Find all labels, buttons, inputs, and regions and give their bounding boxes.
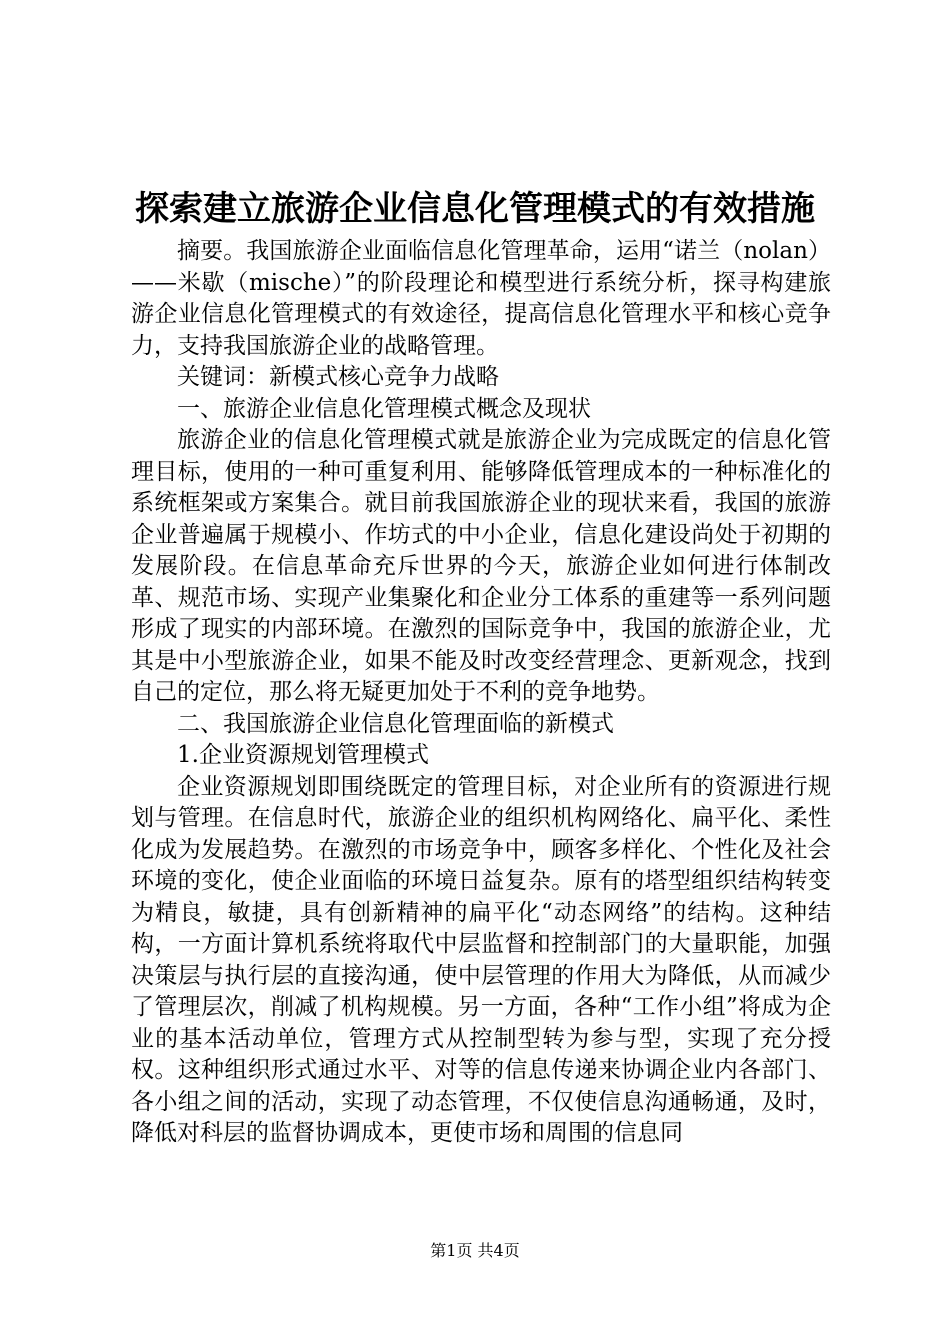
document-title: 探索建立旅游企业信息化管理模式的有效措施 (135, 189, 815, 229)
section-heading-2: 二、我国旅游企业信息化管理面临的新模式 (177, 710, 614, 737)
keywords-paragraph: 关键词：新模式核心竞争力战略 (177, 364, 499, 390)
abstract-paragraph: 摘要。我国旅游企业面临信息化管理革命，运用“诺兰（nolan）——米歇（mische）”的阶段理论和模型进行系统分析，探寻构建旅游企业信息化管理模式的有效途径，提高信息化管理水平和核心竞争力，支持我国旅游企业的战略管理。 (131, 238, 831, 359)
page-number-footer: 第1页 共4页 (430, 1241, 520, 1260)
document-body (131, 236, 831, 1150)
body-paragraph: 企业资源规划即围绕既定的管理目标，对企业所有的资源进行规划与管理。在信息时代，旅游企业的组织机构网络化、扁平化、柔性化成为发展趋势。在激烈的市场竞争中，顾客多样化、个性化及社会环境的变化，使企业面临的环境日益复杂。原有的塔型组织结构转变为精良，敏捷，具有创新精神的扁平化“动态网络”的结构。这种结构，一方面计算机系统将取代中层监督和控制部门的大量职能，加强决策层与执行层的直接沟通，使中层管理的作用大为降低，从而减少了管理层次，削减了机构规模。另一方面，各种“工作小组”将成为企业的基本活动单位，管理方式从控制型转为参与型，实现了充分授权。这种组织形式通过水平、对等的信息传递来协调企业内各部门、各小组之间的活动，实现了动态管理，不仅使信息沟通畅通，及时，降低对科层的监督协调成本，更使市场和周围的信息同 (131, 773, 831, 1146)
subsection-heading-1: 1.企业资源规划管理模式 (177, 742, 429, 768)
body-paragraph: 旅游企业的信息化管理模式就是旅游企业为完成既定的信息化管理目标，使用的一种可重复利用、能够降低管理成本的一种标准化的系统框架或方案集合。就目前我国旅游企业的现状来看，我国的旅游企业普遍属于规模小、作坊式的中小企业，信息化建设尚处于初期的发展阶段。在信息革命充斥世界的今天，旅游企业如何进行体制改革、规范市场、实现产业集聚化和企业分工体系的重建等一系列问题形成了现实的内部环境。在激烈的国际竞争中，我国的旅游企业，尤其是中小型旅游企业，如果不能及时改变经营理念、更新观念，找到自己的定位，那么将无疑更加处于不利的竞争地势。 (131, 427, 831, 705)
section-heading-1: 一、旅游企业信息化管理模式概念及现状 (177, 395, 591, 422)
